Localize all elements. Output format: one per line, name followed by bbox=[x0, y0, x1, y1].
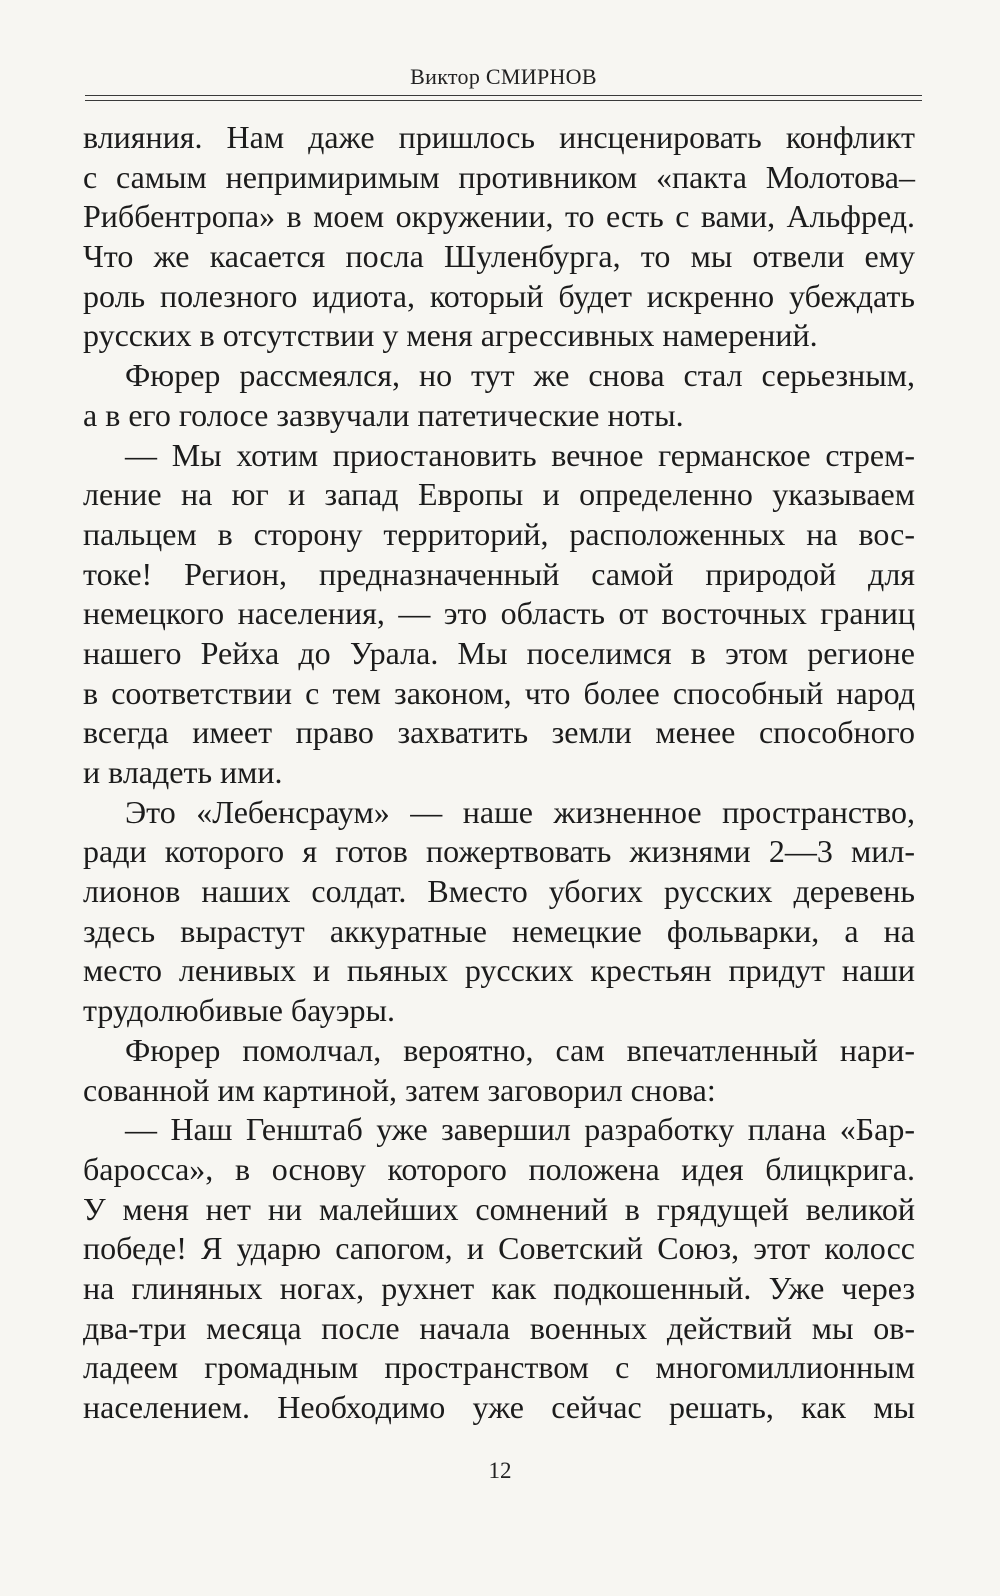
body-text bbox=[83, 118, 915, 1428]
text-line: ладеем громадным пространством с многомиллионным bbox=[83, 1349, 915, 1386]
text-line: место ленивых и пьяных русских крестьян придут наши bbox=[83, 952, 915, 989]
text-line: Риббентропа» в моем окружении, то есть с вами, Альфред. bbox=[83, 198, 915, 235]
text-line: ление на юг и запад Европы и определенно указываем bbox=[83, 476, 915, 513]
text-line: сованной им картиной, затем заговорил снова: bbox=[83, 1071, 716, 1108]
text-line: токе! Регион, предназначенный самой природой для bbox=[83, 555, 915, 592]
text-line: населением. Необходимо уже сейчас решать, как мы bbox=[83, 1389, 915, 1425]
text-line: победе! Я ударю сапогом, и Советский Союз, этот колосс bbox=[83, 1230, 915, 1267]
header-rule-top bbox=[85, 95, 922, 96]
text-line: русских в отсутствии у меня агрессивных намерений. bbox=[83, 317, 818, 354]
text-line: У меня нет ни малейших сомнений в грядущей великой bbox=[83, 1190, 915, 1227]
text-line: — Наш Генштаб уже завершил разработку плана «Бар- bbox=[125, 1111, 915, 1148]
page-number: 12 bbox=[488, 1458, 512, 1483]
text-line: Это «Лебенсраум» — наше жизненное пространство, bbox=[125, 793, 915, 830]
text-line: немецкого населения, — это область от восточных границ bbox=[83, 595, 915, 632]
text-line: с самым непримиримым противником «пакта Молотова– bbox=[83, 158, 915, 195]
text-line: а в его голосе зазвучали патетические ноты. bbox=[83, 396, 684, 433]
text-line: — Мы хотим приостановить вечное германское стрем- bbox=[125, 436, 915, 473]
text-line: и владеть ими. bbox=[83, 754, 283, 790]
text-line: влияния. Нам даже пришлось инсценировать конфликт bbox=[83, 119, 915, 155]
text-line: трудолюбивые бауэры. bbox=[83, 992, 395, 1029]
text-line: пальцем в сторону территорий, расположенных на вос- bbox=[83, 515, 915, 552]
text-line: лионов наших солдат. Вместо убогих русских деревень bbox=[83, 873, 915, 910]
text-line: роль полезного идиота, который будет искренно убеждать bbox=[83, 277, 915, 314]
text-line: на глиняных ногах, рухнет как подкошенный. Уже через bbox=[83, 1269, 915, 1306]
text-line: всегда имеет право захватить земли менее способного bbox=[83, 714, 915, 751]
running-head: Виктор СМИРНОВ bbox=[410, 64, 597, 89]
text-line: нашего Рейха до Урала. Мы поселимся в этом регионе bbox=[83, 634, 915, 671]
text-line: два-три месяца после начала военных действий мы ов- bbox=[83, 1309, 915, 1346]
page-header bbox=[85, 62, 922, 102]
text-line: Что же касается посла Шуленбурга, то мы отвели ему bbox=[83, 238, 915, 275]
text-line: Фюрер рассмеялся, но тут же снова стал серьезным, bbox=[125, 357, 915, 394]
text-line: в соответствии с тем законом, что более способный народ bbox=[83, 674, 915, 711]
text-line: ради которого я готов пожертвовать жизнями 2—3 мил- bbox=[83, 833, 915, 870]
text-line: здесь вырастут аккуратные немецкие фольварки, а на bbox=[83, 912, 915, 949]
text-line: баросса», в основу которого положена идея блицкрига. bbox=[83, 1150, 915, 1187]
text-line: Фюрер помолчал, вероятно, сам впечатленный нари- bbox=[125, 1031, 915, 1068]
header-rule-bottom bbox=[85, 100, 922, 101]
